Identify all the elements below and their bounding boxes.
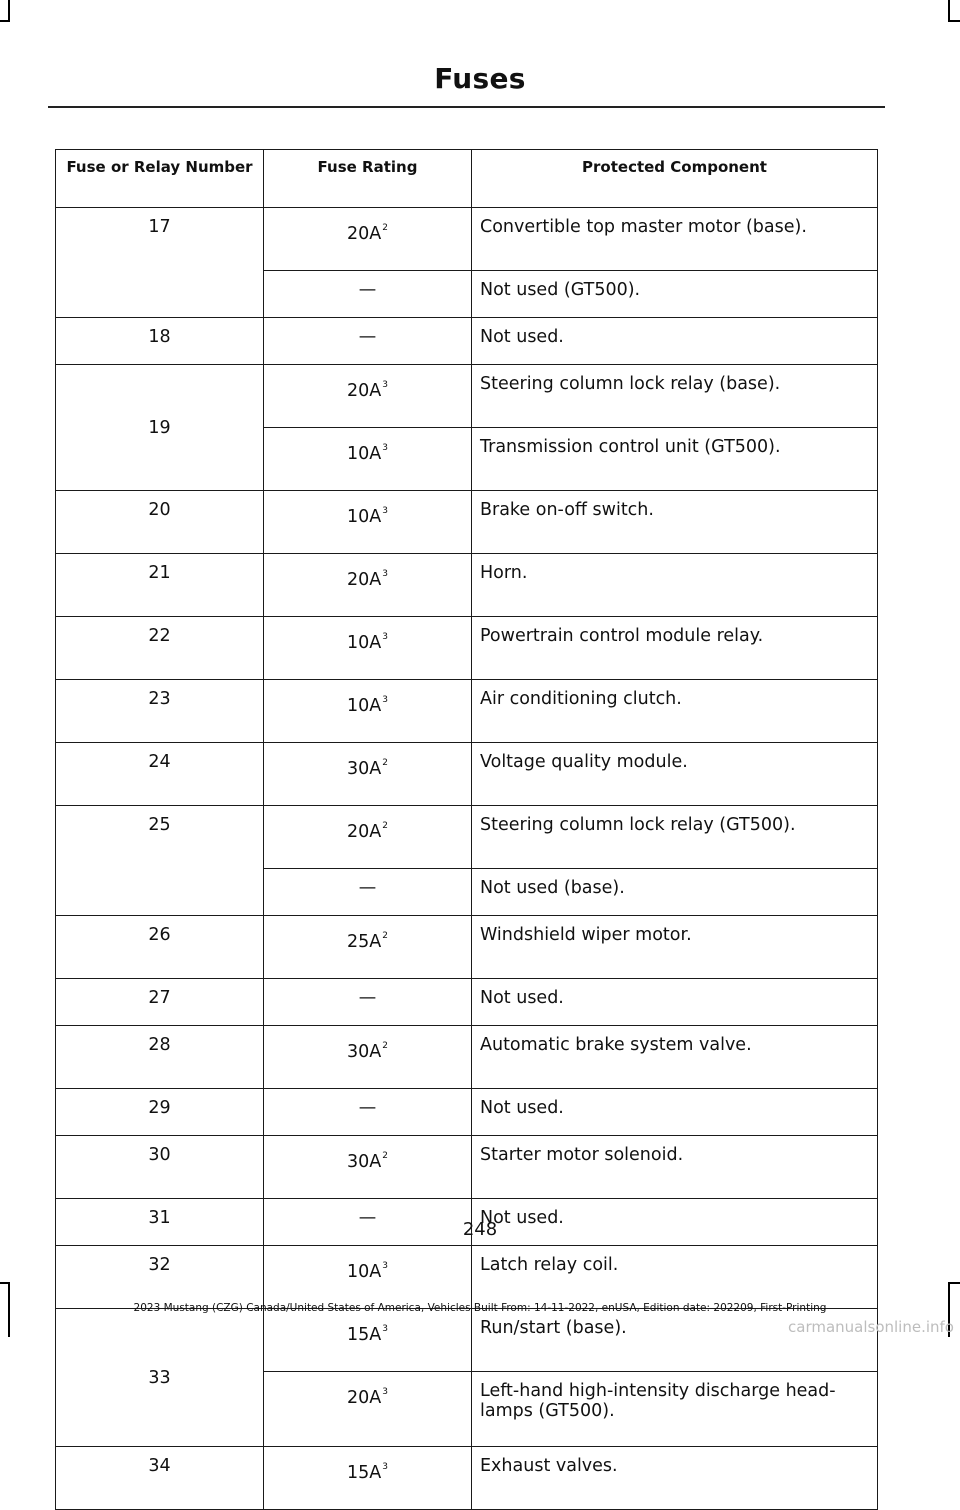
table-row xyxy=(56,617,878,680)
page-number: 248 xyxy=(462,1219,498,1240)
fuse-number: 20 xyxy=(56,491,264,554)
fuse-number: 27 xyxy=(56,979,264,1026)
footnote-mark: 3 xyxy=(382,1324,388,1334)
header-protected-component: Protected Component xyxy=(472,150,878,208)
fuse-rating: $30A^2$ xyxy=(264,1026,472,1089)
protected-component: Not used (GT500). xyxy=(472,271,878,318)
fuse-number: 24 xyxy=(56,743,264,806)
protected-component: Run/start (base). xyxy=(472,1309,878,1372)
fuse-rating: $15A^3$ xyxy=(264,1447,472,1510)
protected-component: Air conditioning clutch. xyxy=(472,680,878,743)
protected-component: Not used. xyxy=(472,1199,878,1246)
footnote-mark: 3 xyxy=(382,695,388,705)
protected-component: Powertrain control module relay. xyxy=(472,617,878,680)
protected-component: Latch relay coil. xyxy=(472,1246,878,1309)
fuse-number: 21 xyxy=(56,554,264,617)
header-fuse-number: Fuse or Relay Number xyxy=(56,150,264,208)
protected-component: Brake on-off switch. xyxy=(472,491,878,554)
header-fuse-rating: Fuse Rating xyxy=(264,150,472,208)
fuse-rating: $20A^2$ xyxy=(264,208,472,271)
protected-component: Not used. xyxy=(472,979,878,1026)
protected-component: Exhaust valves. xyxy=(472,1447,878,1510)
table-row xyxy=(56,318,878,365)
fuse-rating: $25A^2$ xyxy=(264,916,472,979)
protected-component: Not used. xyxy=(472,318,878,365)
crop-mark xyxy=(0,1282,10,1284)
footnote-mark: 2 xyxy=(382,758,388,768)
fuse-rating: $20A^3$ xyxy=(264,554,472,617)
fuse-number: 23 xyxy=(56,680,264,743)
fuse-rating: $15A^3$ xyxy=(264,1309,472,1372)
crop-mark xyxy=(948,0,950,22)
fuse-number: 25 xyxy=(56,806,264,916)
footnote-mark: 2 xyxy=(382,931,388,941)
protected-component: Windshield wiper motor. xyxy=(472,916,878,979)
watermark: carmanualsonline.info xyxy=(788,1318,954,1336)
footnote-mark: 3 xyxy=(382,506,388,516)
protected-component: Starter motor solenoid. xyxy=(472,1136,878,1199)
table-row xyxy=(56,1246,878,1309)
fuse-rating: — xyxy=(264,869,472,916)
footnote-mark: 2 xyxy=(382,1151,388,1161)
fuse-rating: $10A^3$ xyxy=(264,1246,472,1309)
fuse-rating: $10A^3$ xyxy=(264,680,472,743)
fuse-number: 17 xyxy=(56,208,264,318)
table-row xyxy=(56,208,878,271)
fuse-number: 18 xyxy=(56,318,264,365)
table-row xyxy=(56,491,878,554)
page-title: Fuses xyxy=(434,62,526,95)
crop-mark xyxy=(948,1282,960,1284)
fuse-number: 31 xyxy=(56,1199,264,1246)
fuse-rating: $10A^3$ xyxy=(264,617,472,680)
table-row xyxy=(56,1447,878,1510)
footnote-mark: 3 xyxy=(382,380,388,390)
fuse-number: 26 xyxy=(56,916,264,979)
protected-component: Automatic brake system valve. xyxy=(472,1026,878,1089)
table-row xyxy=(56,1089,878,1136)
protected-component: Convertible top master motor (base). xyxy=(472,208,878,271)
table-row xyxy=(56,916,878,979)
crop-mark xyxy=(0,20,10,22)
table-row xyxy=(56,365,878,428)
crop-mark xyxy=(948,20,960,22)
fuse-number: 33 xyxy=(56,1309,264,1447)
table-row xyxy=(56,680,878,743)
table-row xyxy=(56,743,878,806)
fuse-number: 22 xyxy=(56,617,264,680)
fuse-rating: — xyxy=(264,318,472,365)
table-row xyxy=(56,806,878,869)
fuse-rating: $10A^3$ xyxy=(264,428,472,491)
footnote-mark: 2 xyxy=(382,821,388,831)
footer-edition-info: 2023 Mustang (CZG) Canada/United States of America, Vehicles Built From: 14-11-2022, enUSA, Edition date: 202209, First-Printing xyxy=(133,1302,827,1314)
protected-component: Not used. xyxy=(472,1089,878,1136)
fuse-rating: $20A^3$ xyxy=(264,365,472,428)
fuse-rating: $20A^3$ xyxy=(264,1372,472,1447)
protected-component: Left-hand high-intensity discharge head-lamps (GT500). xyxy=(472,1372,878,1447)
fuse-rating: $30A^2$ xyxy=(264,743,472,806)
footnote-mark: 3 xyxy=(382,1387,388,1397)
fuse-number: 30 xyxy=(56,1136,264,1199)
title-divider xyxy=(48,106,885,108)
footnote-mark: 3 xyxy=(382,443,388,453)
protected-component: Voltage quality module. xyxy=(472,743,878,806)
footnote-mark: 2 xyxy=(382,1041,388,1051)
protected-component: Horn. xyxy=(472,554,878,617)
fuse-rating: — xyxy=(264,979,472,1026)
footnote-mark: 3 xyxy=(382,1462,388,1472)
fuse-rating: — xyxy=(264,271,472,318)
footnote-mark: 3 xyxy=(382,1261,388,1271)
protected-component: Transmission control unit (GT500). xyxy=(472,428,878,491)
protected-component: Steering column lock relay (GT500). xyxy=(472,806,878,869)
protected-component: Steering column lock relay (base). xyxy=(472,365,878,428)
footnote-mark: 3 xyxy=(382,632,388,642)
fuse-number: 29 xyxy=(56,1089,264,1136)
fuse-rating: — xyxy=(264,1089,472,1136)
fuse-number: 34 xyxy=(56,1447,264,1510)
footnote-mark: 3 xyxy=(382,569,388,579)
protected-component: Not used (base). xyxy=(472,869,878,916)
table-row xyxy=(56,1136,878,1199)
fuse-rating: — xyxy=(264,1199,472,1246)
fuse-number: 19 xyxy=(56,365,264,491)
table-row xyxy=(56,979,878,1026)
fuse-number: 32 xyxy=(56,1246,264,1309)
table-header-row xyxy=(56,150,878,208)
footnote-mark: 2 xyxy=(382,223,388,233)
fuse-rating: $20A^2$ xyxy=(264,806,472,869)
table-row xyxy=(56,1026,878,1089)
crop-mark xyxy=(8,0,10,22)
fuse-number: 28 xyxy=(56,1026,264,1089)
table-row xyxy=(56,1309,878,1372)
fuse-rating: $10A^3$ xyxy=(264,491,472,554)
table-row xyxy=(56,554,878,617)
fuse-rating: $30A^2$ xyxy=(264,1136,472,1199)
